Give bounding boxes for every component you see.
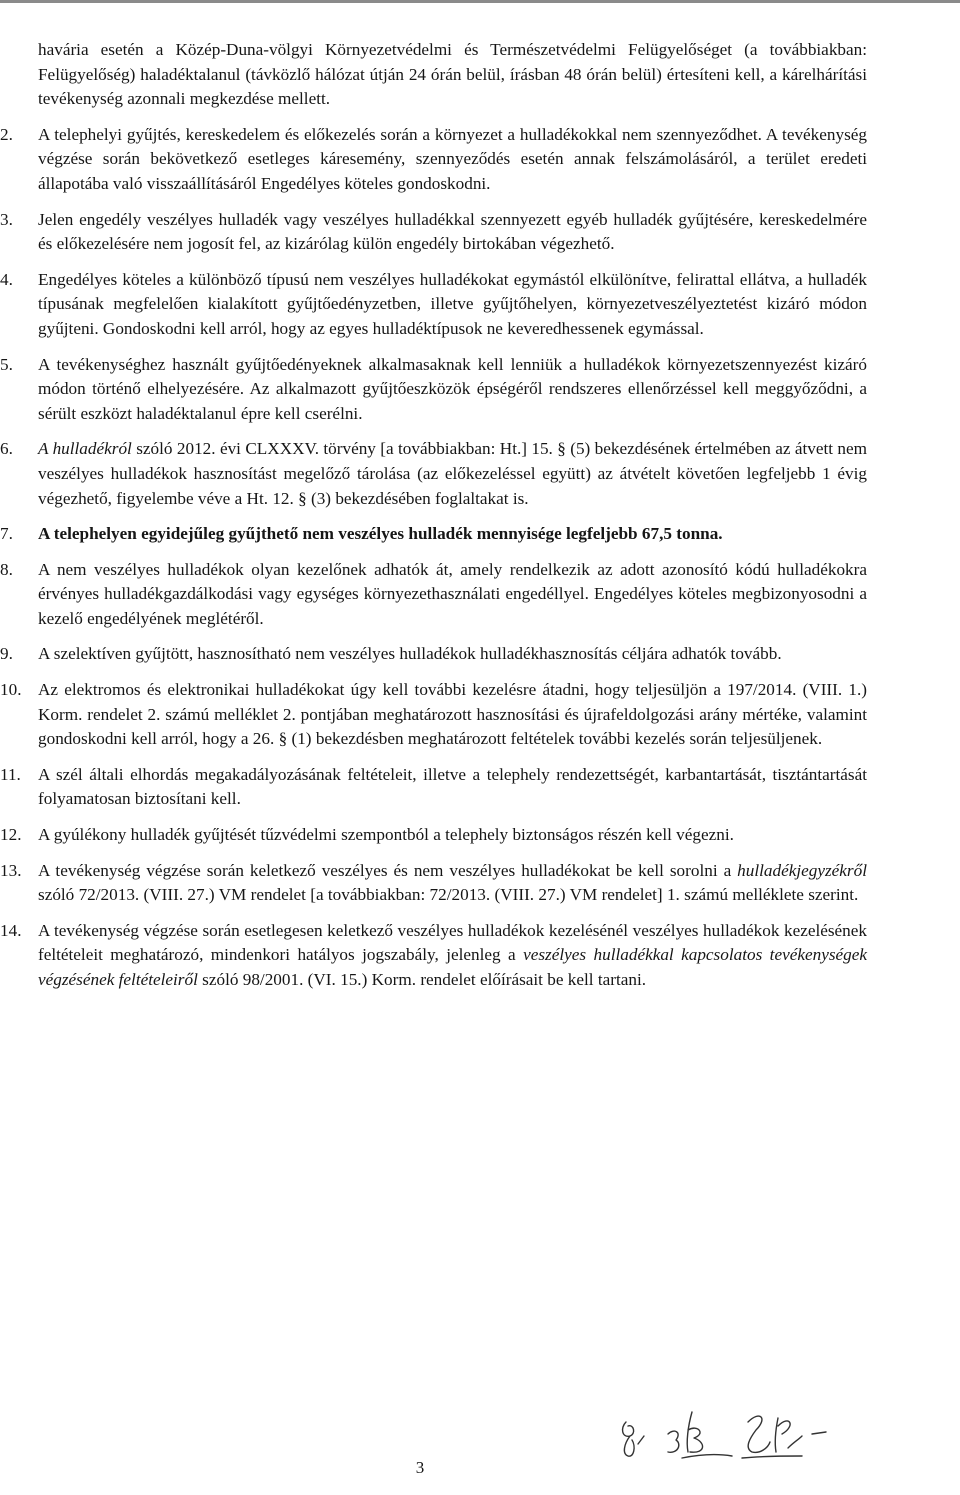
initial-stroke-8 bbox=[788, 1436, 802, 1448]
list-item-7 bbox=[0, 522, 960, 547]
item-number: 3. bbox=[0, 209, 13, 229]
initial-stroke-4 bbox=[687, 1412, 702, 1452]
item-text: szóló 2012. évi CLXXXV. törvény [a továbbiakban: Ht.] 15. § (5) bekezdésének értelmében az átvett nem veszélyes hulladékok hasznosítást megelőző tárolása (az előkezeléssel együtt) az átvételt követően legfeljebb 1 évig végezhető, figyelembe véve a Ht. 12. § (3) bekezdésében foglaltakat is. bbox=[38, 439, 867, 508]
item-number: 6. bbox=[0, 439, 13, 459]
list-item-2 bbox=[0, 123, 960, 197]
regulation-title-italic: veszélyes hulladékkal kapcsolatos tevékenységek végzésének feltételeiről bbox=[38, 945, 867, 989]
item-text: A tevékenységhez használt gyűjtőedényeknek alkalmasaknak kell lenniük a hulladékok környezetszennyezést kizáró módon történő elhelyezésére. Az alkalmazott gyűjtőeszközök épségéről rendszeres ellenőrzéssel kell meggyőződni, a sérült eszközt haladéktalanul épre kell cserélni. bbox=[38, 354, 867, 423]
item-number: 10. bbox=[0, 680, 22, 700]
item-text: A nem veszélyes hulladékok olyan kezelőnek adhatók át, amely rendelkezik az adott azonosító kódú hulladékokra érvényes hulladékgazdálkodási vagy egységes környezethasználati engedéllyel. Engedélyes köteles megbizonyosodni a kezelő engedélyének meglétéről. bbox=[38, 559, 867, 628]
intro-paragraph: havária esetén a Közép-Duna-völgyi Környezetvédelmi és Természetvédelmi Felügyelőséget (a továbbiakban: Felügyelőség) haladéktalanul (távközlő hálózat útján 24 órán belül, írásban 48 órán belül) értesíteni kell, a kárelhárítási tevékenység azonnali megkezdése mellett. bbox=[38, 40, 867, 109]
list-item-14 bbox=[0, 919, 960, 993]
initial-stroke-3 bbox=[668, 1431, 679, 1452]
item-number: 11. bbox=[0, 764, 21, 784]
item-text: szóló 98/2001. (VI. 15.) Korm. rendelet előírásait be kell tartani. bbox=[197, 970, 647, 989]
scan-top-edge bbox=[0, 0, 960, 3]
list-item-12 bbox=[0, 823, 960, 848]
initial-stroke-1 bbox=[623, 1422, 635, 1456]
list-item-8 bbox=[0, 558, 960, 632]
initial-stroke-7 bbox=[775, 1418, 790, 1452]
item-text: A szelektíven gyűjtött, hasznosítható nem veszélyes hulladékok hulladékhasznosítás céljára adhatók tovább. bbox=[38, 644, 782, 664]
item-number: 5. bbox=[0, 354, 13, 374]
item-text: A telephelyi gyűjtés, kereskedelem és előkezelés során a környezet a hulladékokkal nem szennyeződhet. A tevékenység végzése során bekövetkező esetleges káresemény, szennyeződés esetén annak felszámolásáról, a terület eredeti állapotába való visszaállításáról Engedélyes köteles gondoskodni. bbox=[38, 124, 867, 193]
page-number: 3 bbox=[415, 1458, 425, 1477]
list-item-10 bbox=[0, 678, 960, 752]
item-text: Az elektromos és elektronikai hulladékokat úgy kell további kezelésre átadni, hogy teljesüljön a 197/2014. (VIII. 1.) Korm. rendelet 2. számú melléklet 2. pontjában meghatározott hasznosítási és újrafeldolgozási arány mértéke, valamint gondoskodni kell arról, hogy a 26. § (1) bekezdésben meghatározott feltételek további kezelés során teljesüljenek. bbox=[38, 680, 867, 749]
item-number: 12. bbox=[0, 825, 22, 845]
list-item-6 bbox=[0, 437, 960, 511]
list-item-4 bbox=[0, 268, 960, 342]
item-number: 7. bbox=[0, 524, 13, 544]
list-item-3 bbox=[0, 208, 960, 257]
item-number: 14. bbox=[0, 920, 22, 940]
item-number: 4. bbox=[0, 269, 13, 289]
item-text: A tevékenység végzése során keletkező veszélyes és nem veszélyes hulladékokat be kell sorolni a bbox=[38, 860, 738, 880]
item-text: Jelen engedély veszélyes hulladék vagy veszélyes hulladékkal szennyezett egyéb hulladék gyűjtésére, kereskedelmére és előkezelésére nem jogosít fel, az kizárólag külön engedély birtokában végezhető. bbox=[38, 209, 867, 254]
item-text: A gyúlékony hulladék gyűjtését tűzvédelmi szempontból a telephely biztonságos részén kell végezni. bbox=[38, 825, 734, 845]
document-page bbox=[0, 38, 960, 1004]
item-number: 9. bbox=[0, 644, 13, 664]
law-title-italic: A hulladékról bbox=[38, 439, 132, 459]
item-text: Engedélyes köteles a különböző típusú nem veszélyes hulladékokat egymástól elkülönítve, felirattal ellátva, a hulladék típusának megfelelően kialakított gyűjtőedényzetben, illetve gyűjtőhelyen, környezetveszélyeztetést kizáró módon gyűjteni. Gondoskodni kell arról, hogy az egyes hulladéktípusok ne keveredhessenek egymással. bbox=[38, 269, 867, 338]
list-item-9 bbox=[0, 642, 960, 667]
handwritten-initials bbox=[612, 1400, 892, 1466]
list-item-13 bbox=[0, 859, 960, 908]
item-number: 8. bbox=[0, 559, 13, 579]
initial-stroke-6 bbox=[748, 1416, 770, 1452]
initial-stroke-10 bbox=[812, 1432, 826, 1434]
list-item-5 bbox=[0, 353, 960, 427]
item-text: szóló 72/2013. (VIII. 27.) VM rendelet [a továbbiakban: 72/2013. (VIII. 27.) VM rendelet] 1. számú melléklete szerint. bbox=[38, 885, 859, 905]
item-text-bold: A telephelyen egyidejűleg gyűjthető nem veszélyes hulladék mennyisége legfeljebb 67,5 tonna. bbox=[38, 524, 723, 544]
item-text: A tevékenység végzése során esetlegesen keletkező veszélyes hulladékok kezelésénél veszélyes hulladékok kezelésének feltételeit meghatározó, mindenkori hatályos jogszabály, jelenleg a bbox=[38, 920, 867, 965]
list-item-11 bbox=[0, 763, 960, 812]
item-number: 13. bbox=[0, 860, 22, 880]
item-number: 2. bbox=[0, 124, 13, 144]
regulation-title-italic: hulladékjegyzékről bbox=[737, 860, 867, 880]
item-text: A szél általi elhordás megakadályozásának feltételeit, illetve a telephely rendezettségét, karbantartását, tisztántartását folyamatosan biztosítani kell. bbox=[38, 764, 867, 809]
initial-stroke-2 bbox=[638, 1436, 644, 1444]
